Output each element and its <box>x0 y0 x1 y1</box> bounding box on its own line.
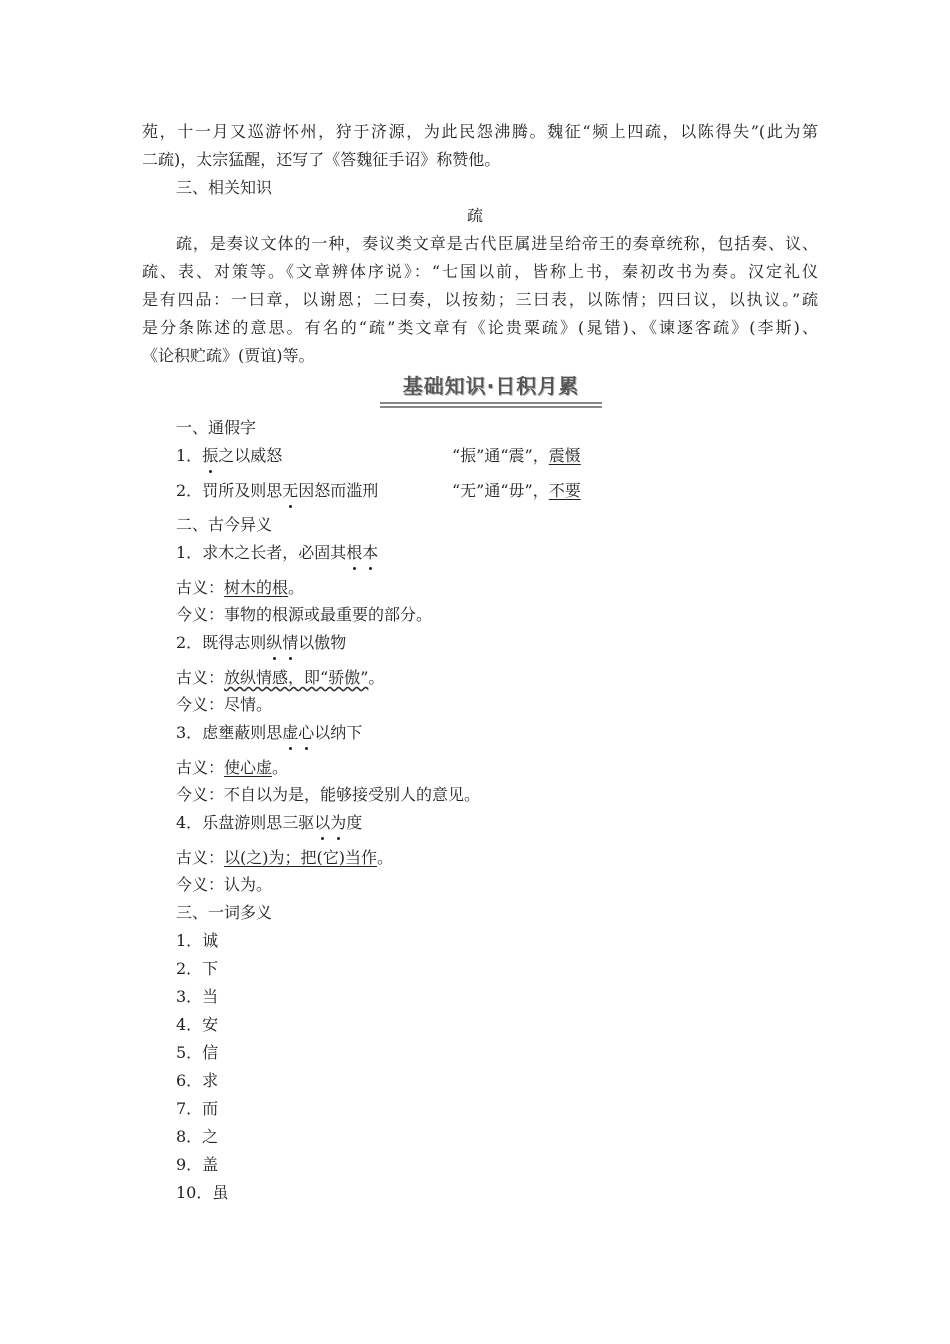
sentence-text: 虑壅蔽则思 <box>202 723 283 742</box>
sentence-text: 之以威怒 <box>218 446 283 465</box>
sentence-text: 既得志则 <box>202 633 267 652</box>
item-number: 2． <box>176 481 203 500</box>
explanation-text: “振”通“震”， <box>452 446 549 465</box>
gujin-item-3 <box>176 723 362 743</box>
emphasized-character: 纵 <box>266 633 283 652</box>
gujin-item-4 <box>176 813 362 833</box>
emphasized-character: 振 <box>202 446 219 465</box>
emphasized-character: 以 <box>314 813 331 832</box>
punctuation: 。 <box>368 668 385 687</box>
sentence-text: 乐盘游则思三驱 <box>202 813 315 832</box>
ancient-meaning: 树木的根 <box>224 578 289 597</box>
gujin-modern-meaning-4: 今义：认为。 <box>176 875 273 894</box>
banner-rule-bottom <box>380 406 602 408</box>
tongjia-heading: 一、通假字 <box>176 418 257 437</box>
duoyi-item-9: 9．盖 <box>176 1155 219 1174</box>
duoyi-heading: 三、一词多义 <box>176 903 273 922</box>
duoyi-item-1: 1．诚 <box>176 931 219 950</box>
related-paragraph-line-5: 《论积贮疏》(贾谊)等。 <box>142 346 315 365</box>
item-number: 3． <box>176 723 203 742</box>
emphasized-character: 为 <box>330 813 347 832</box>
ancient-meaning: 放纵情感，即“骄傲” <box>224 668 369 687</box>
punctuation: 。 <box>288 578 305 597</box>
related-paragraph-line-2: 疏、表、对策等。《文章辨体序说》：“七国以前，皆称上书，秦初改书为奏。汉定礼仪 <box>142 262 818 281</box>
item-number: 2． <box>176 633 203 652</box>
sentence-text: 以傲物 <box>298 633 347 652</box>
duoyi-item-5: 5．信 <box>176 1043 219 1062</box>
emphasized-character: 情 <box>282 633 299 652</box>
gujin-ancient-meaning-1 <box>176 578 304 598</box>
sentence-text: 求木之长者，必固其 <box>202 543 347 562</box>
intro-line-2: 二疏)，太宗猛醒，还写了《答魏征手诏》称赞他。 <box>142 150 501 169</box>
gujin-ancient-meaning-3 <box>176 758 288 778</box>
intro-line-1: 苑，十一月又巡游怀州，狩于济源，为此民怨沸腾。魏征“频上四疏，以陈得失”(此为第 <box>142 122 818 141</box>
banner-title: 基础知识·日积月累 <box>402 374 580 398</box>
related-heading: 三、相关知识 <box>176 178 273 197</box>
duoyi-item-2: 2．下 <box>176 959 219 978</box>
item-number: 1． <box>176 543 203 562</box>
emphasized-character: 虚 <box>282 723 299 742</box>
sentence-text: 因怒而滥刑 <box>298 481 379 500</box>
tongjia-item-1 <box>176 446 282 466</box>
duoyi-item-7: 7．而 <box>176 1099 219 1118</box>
gujin-item-2 <box>176 633 346 653</box>
item-number: 4． <box>176 813 203 832</box>
duoyi-item-10: 10．虽 <box>176 1183 229 1202</box>
ancient-meaning: 使心虚 <box>224 758 273 777</box>
ancient-label: 古义： <box>176 578 225 597</box>
gujin-modern-meaning-2: 今义：尽情。 <box>176 695 273 714</box>
tongjia-explanation-1 <box>452 446 581 466</box>
punctuation: 。 <box>377 848 394 867</box>
gujin-heading: 二、古今异义 <box>176 515 273 534</box>
punctuation: 。 <box>272 758 289 777</box>
related-paragraph-line-4: 是分条陈述的意思。有名的“疏”类文章有《论贵粟疏》(晁错)、《谏逐客疏》(李斯)、 <box>142 318 818 337</box>
explanation-answer: 震慑 <box>548 446 581 465</box>
gujin-ancient-meaning-2 <box>176 668 384 688</box>
duoyi-item-8: 8．之 <box>176 1127 219 1146</box>
related-paragraph-line-3: 是有四品：一曰章，以谢恩；二曰奏，以按劾；三曰表，以陈情；四曰议，以执议。”疏 <box>142 290 818 309</box>
tongjia-explanation-2 <box>452 481 581 501</box>
explanation-text: “无”通“毋”， <box>452 481 549 500</box>
ancient-label: 古义： <box>176 758 225 777</box>
duoyi-item-4: 4．安 <box>176 1015 219 1034</box>
sentence-text: 以纳下 <box>314 723 363 742</box>
emphasized-character: 根 <box>346 543 363 562</box>
gujin-ancient-meaning-4 <box>176 848 393 868</box>
related-title: 疏 <box>466 206 483 225</box>
duoyi-item-6: 6．求 <box>176 1071 219 1090</box>
gujin-item-1 <box>176 543 378 563</box>
item-number: 1． <box>176 446 203 465</box>
ancient-label: 古义： <box>176 668 225 687</box>
section-banner <box>380 370 602 408</box>
gujin-modern-meaning-3: 今义：不自以为是，能够接受别人的意见。 <box>176 785 481 804</box>
sentence-text: 度 <box>346 813 363 832</box>
emphasized-character: 无 <box>282 481 299 500</box>
ancient-meaning: 以(之)为；把(它)当作 <box>224 848 377 867</box>
related-paragraph-line-1: 疏，是奏议文体的一种，奏议类文章是古代臣属进呈给帝王的奏章统称，包括奏、议、 <box>176 234 818 253</box>
emphasized-character: 心 <box>298 723 315 742</box>
emphasized-character: 本 <box>362 543 379 562</box>
tongjia-item-2 <box>176 481 378 501</box>
gujin-modern-meaning-1: 今义：事物的根源或最重要的部分。 <box>176 605 433 624</box>
sentence-text: 罚所及则思 <box>202 481 283 500</box>
banner-rule-top <box>380 402 602 404</box>
duoyi-item-3: 3．当 <box>176 987 219 1006</box>
explanation-answer: 不要 <box>548 481 581 500</box>
ancient-label: 古义： <box>176 848 225 867</box>
